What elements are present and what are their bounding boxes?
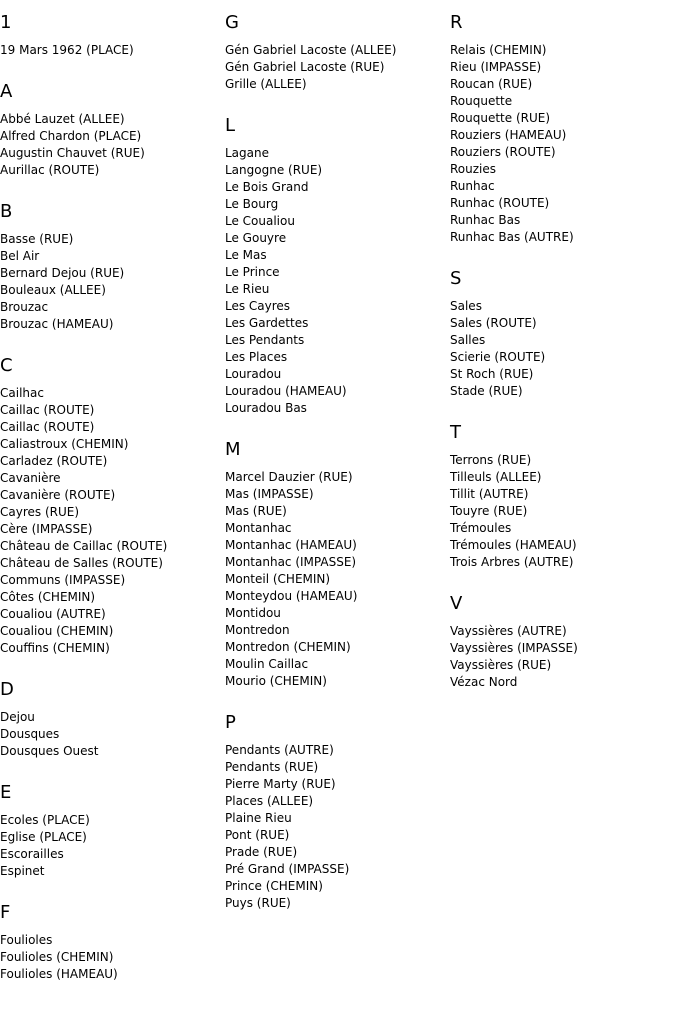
letter-section: [0, 12, 225, 59]
street-link[interactable]: Le Coualiou: [225, 214, 295, 228]
street-link[interactable]: Places (ALLEE): [225, 794, 314, 808]
street-link[interactable]: Les Pendants: [225, 333, 305, 347]
street-link[interactable]: Gén Gabriel Lacoste (RUE): [225, 60, 385, 74]
street-link[interactable]: Prince (CHEMIN): [225, 879, 323, 893]
street-link[interactable]: Château de Caillac (ROUTE): [0, 539, 168, 553]
letter-section: [0, 355, 225, 657]
street-link[interactable]: Montidou: [225, 606, 281, 620]
street-link[interactable]: Scierie (ROUTE): [450, 350, 546, 364]
letter-section: [0, 679, 225, 760]
street-link[interactable]: Brouzac (HAMEAU): [0, 317, 114, 331]
street-link[interactable]: Foulioles: [0, 933, 53, 947]
street-link[interactable]: Le Prince: [225, 265, 280, 279]
street-list: [225, 742, 450, 912]
street-link[interactable]: Relais (CHEMIN): [450, 43, 547, 57]
street-link[interactable]: Communs (IMPASSE): [0, 573, 126, 587]
street-link[interactable]: Rieu (IMPASSE): [450, 60, 542, 74]
street-list: [0, 812, 225, 880]
street-link[interactable]: Les Gardettes: [225, 316, 309, 330]
street-link[interactable]: Alfred Chardon (PLACE): [0, 129, 142, 143]
street-link[interactable]: Gén Gabriel Lacoste (ALLEE): [225, 43, 397, 57]
street-list: [450, 452, 675, 571]
street-link[interactable]: Dejou: [0, 710, 35, 724]
section-letter-heading: B: [0, 201, 13, 222]
letter-section: [450, 593, 675, 691]
street-link[interactable]: Pont (RUE): [225, 828, 290, 842]
letter-section: [450, 422, 675, 571]
street-list: [0, 231, 225, 333]
street-link[interactable]: Montanhac: [225, 521, 292, 535]
section-letter-heading: F: [0, 902, 11, 923]
street-link[interactable]: Coualiou (AUTRE): [0, 607, 106, 621]
street-link[interactable]: Pré Grand (IMPASSE): [225, 862, 350, 876]
street-link[interactable]: Bernard Dejou (RUE): [0, 266, 125, 280]
section-letter-heading: E: [0, 782, 12, 803]
street-link[interactable]: Louradou: [225, 367, 282, 381]
street-link[interactable]: Puys (RUE): [225, 896, 291, 910]
street-link[interactable]: Cavanière (ROUTE): [0, 488, 116, 502]
street-link[interactable]: Les Places: [225, 350, 288, 364]
street-index-column-1: [0, 12, 225, 1005]
street-link[interactable]: Sales (ROUTE): [450, 316, 537, 330]
street-link[interactable]: Runhac: [450, 179, 495, 193]
street-link[interactable]: Vayssières (RUE): [450, 658, 552, 672]
street-link[interactable]: Roucan (RUE): [450, 77, 533, 91]
street-link[interactable]: Montanhac (HAMEAU): [225, 538, 357, 552]
street-link[interactable]: Le Rieu: [225, 282, 270, 296]
street-list: [450, 298, 675, 400]
street-link[interactable]: Mas (RUE): [225, 504, 287, 518]
letter-section: [0, 782, 225, 880]
street-link[interactable]: Monteil (CHEMIN): [225, 572, 331, 586]
street-link[interactable]: Cayres (RUE): [0, 505, 80, 519]
street-list: [0, 111, 225, 179]
street-link[interactable]: Le Gouyre: [225, 231, 287, 245]
street-link[interactable]: Caliastroux (CHEMIN): [0, 437, 129, 451]
section-letter-heading: S: [450, 268, 462, 289]
street-link[interactable]: Runhac Bas: [450, 213, 521, 227]
letter-section: [225, 115, 450, 417]
street-link[interactable]: Trémoules (HAMEAU): [450, 538, 577, 552]
street-link[interactable]: Terrons (RUE): [450, 453, 532, 467]
street-link[interactable]: Coualiou (CHEMIN): [0, 624, 114, 638]
street-link[interactable]: Escorailles: [0, 847, 64, 861]
street-list: [450, 623, 675, 691]
street-link[interactable]: Le Mas: [225, 248, 267, 262]
section-letter-heading: A: [0, 81, 13, 102]
street-link[interactable]: Langogne (RUE): [225, 163, 323, 177]
street-list: [0, 385, 225, 657]
street-link[interactable]: Carladez (ROUTE): [0, 454, 108, 468]
street-link[interactable]: Pendants (RUE): [225, 760, 319, 774]
street-link[interactable]: Touyre (RUE): [450, 504, 528, 518]
street-link[interactable]: Prade (RUE): [225, 845, 298, 859]
street-link[interactable]: Marcel Dauzier (RUE): [225, 470, 353, 484]
section-letter-heading: P: [225, 712, 236, 733]
street-link[interactable]: Espinet: [0, 864, 45, 878]
street-link[interactable]: Basse (RUE): [0, 232, 74, 246]
street-link[interactable]: Sales: [450, 299, 482, 313]
section-letter-heading: T: [450, 422, 461, 443]
street-list: [0, 42, 225, 59]
street-link[interactable]: Salles: [450, 333, 486, 347]
section-letter-heading: G: [225, 12, 239, 33]
street-link[interactable]: Mas (IMPASSE): [225, 487, 314, 501]
letter-section: [0, 902, 225, 983]
street-link[interactable]: Foulioles (HAMEAU): [0, 967, 118, 981]
street-link[interactable]: Bel Air: [0, 249, 40, 263]
street-link[interactable]: Rouquette (RUE): [450, 111, 551, 125]
street-link[interactable]: Abbé Lauzet (ALLEE): [0, 112, 125, 126]
section-letter-heading: D: [0, 679, 14, 700]
street-link[interactable]: Aurillac (ROUTE): [0, 163, 100, 177]
street-link[interactable]: Louradou Bas: [225, 401, 307, 415]
street-link[interactable]: Brouzac: [0, 300, 49, 314]
street-link[interactable]: Dousques: [0, 727, 60, 741]
street-link[interactable]: Stade (RUE): [450, 384, 523, 398]
street-link[interactable]: Runhac Bas (AUTRE): [450, 230, 574, 244]
street-link[interactable]: Foulioles (CHEMIN): [0, 950, 114, 964]
street-link[interactable]: Couffins (CHEMIN): [0, 641, 110, 655]
street-link[interactable]: Vayssières (AUTRE): [450, 624, 567, 638]
section-letter-heading: C: [0, 355, 13, 376]
street-link[interactable]: Monteydou (HAMEAU): [225, 589, 358, 603]
street-list: [225, 469, 450, 690]
street-link[interactable]: Rouziers (HAMEAU): [450, 128, 567, 142]
street-link[interactable]: Tilleuls (ALLEE): [450, 470, 542, 484]
street-link[interactable]: Lagane: [225, 146, 269, 160]
street-link[interactable]: Pendants (AUTRE): [225, 743, 334, 757]
street-link[interactable]: Trémoules: [450, 521, 512, 535]
street-index-column-3: [450, 12, 675, 713]
street-link[interactable]: Vayssières (IMPASSE): [450, 641, 578, 655]
street-link[interactable]: Moulin Caillac: [225, 657, 309, 671]
letter-section: [0, 201, 225, 333]
street-link[interactable]: Trois Arbres (AUTRE): [450, 555, 574, 569]
street-link[interactable]: Cavanière: [0, 471, 61, 485]
street-link[interactable]: Côtes (CHEMIN): [0, 590, 96, 604]
letter-section: [225, 712, 450, 912]
section-letter-heading: 1: [0, 12, 12, 33]
street-link[interactable]: Caillac (ROUTE): [0, 420, 95, 434]
section-letter-heading: M: [225, 439, 241, 460]
street-link[interactable]: Tillit (AUTRE): [450, 487, 529, 501]
street-link[interactable]: Pierre Marty (RUE): [225, 777, 336, 791]
street-link[interactable]: Louradou (HAMEAU): [225, 384, 347, 398]
street-link[interactable]: Grille (ALLEE): [225, 77, 307, 91]
section-letter-heading: V: [450, 593, 463, 614]
letter-section: [450, 268, 675, 400]
street-link[interactable]: Montredon: [225, 623, 290, 637]
section-letter-heading: R: [450, 12, 463, 33]
letter-section: [450, 12, 675, 246]
street-link[interactable]: Runhac (ROUTE): [450, 196, 550, 210]
section-letter-heading: L: [225, 115, 236, 136]
street-link[interactable]: Le Bois Grand: [225, 180, 309, 194]
street-link[interactable]: Augustin Chauvet (RUE): [0, 146, 145, 160]
street-link[interactable]: Rouzies: [450, 162, 497, 176]
street-link[interactable]: St Roch (RUE): [450, 367, 534, 381]
street-link[interactable]: 19 Mars 1962 (PLACE): [0, 43, 134, 57]
street-link[interactable]: Mourio (CHEMIN): [225, 674, 327, 688]
letter-section: [0, 81, 225, 179]
street-list: [450, 42, 675, 246]
street-index-column-2: [225, 12, 450, 934]
street-link[interactable]: Dousques Ouest: [0, 744, 99, 758]
street-list: [0, 709, 225, 760]
street-link[interactable]: Château de Salles (ROUTE): [0, 556, 163, 570]
street-link[interactable]: Vézac Nord: [450, 675, 518, 689]
street-list: [225, 42, 450, 93]
street-link[interactable]: Rouquette: [450, 94, 513, 108]
street-link[interactable]: Cailhac: [0, 386, 44, 400]
street-link[interactable]: Le Bourg: [225, 197, 279, 211]
street-link[interactable]: Eglise (PLACE): [0, 830, 87, 844]
street-list: [0, 932, 225, 983]
street-link[interactable]: Ecoles (PLACE): [0, 813, 90, 827]
street-link[interactable]: Caillac (ROUTE): [0, 403, 95, 417]
street-link[interactable]: Plaine Rieu: [225, 811, 292, 825]
letter-section: [225, 439, 450, 690]
street-link[interactable]: Bouleaux (ALLEE): [0, 283, 106, 297]
street-link[interactable]: Cère (IMPASSE): [0, 522, 93, 536]
letter-section: [225, 12, 450, 93]
street-link[interactable]: Les Cayres: [225, 299, 291, 313]
street-list: [225, 145, 450, 417]
street-link[interactable]: Montredon (CHEMIN): [225, 640, 351, 654]
street-link[interactable]: Rouziers (ROUTE): [450, 145, 556, 159]
street-link[interactable]: Montanhac (IMPASSE): [225, 555, 357, 569]
